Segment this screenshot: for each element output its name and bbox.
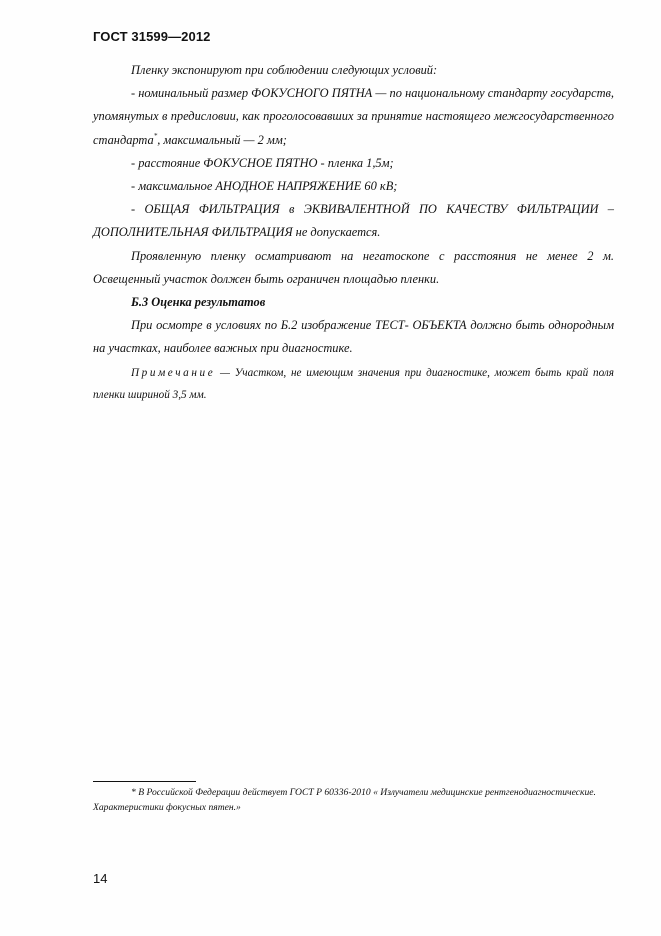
paragraph-evaluation: При осмотре в условиях по Б.2 изображение ТЕСТ- ОБЪЕКТА должно быть однородным на участках, наиболее важных при диагностике. [93,318,614,356]
paragraph-focal-spot-size [93,82,614,152]
document-body [93,59,614,406]
note [93,361,614,406]
section-heading: Б.3 Оценка результатов [131,295,266,310]
paragraph-exposure-conditions: Пленку экспонируют при соблюдении следующих условий: [131,63,438,77]
note-text: — Участком, не имеющим значения при диагностике, может быть край поля пленки шириной 3,5 мм. [93,366,614,401]
paragraph-viewing: Проявленную пленку осматривают на негатоскопе с расстояния не менее 2 м. Освещенный участок должен быть ограничен площадью пленки. [93,248,614,286]
focal-spot-text: - номинальный размер ФОКУСНОГО ПЯТНА — по национальному стандарту государств, упомянутых в предисловии, как проголосовавших за принятие настоящего межгосударственного стандарта [93,86,614,147]
footnote [93,786,614,815]
note-label: Примечание [131,366,216,379]
paragraph-distance: - расстояние ФОКУСНОЕ ПЯТНО - пленка 1,5м; [131,155,394,170]
footnote-marker: * [153,131,158,140]
paragraph-filtration: - ОБЩАЯ ФИЛЬТРАЦИЯ в ЭКВИВАЛЕНТНОЙ ПО КАЧЕСТВУ ФИЛЬТРАЦИИ – ДОПОЛНИТЕЛЬНАЯ ФИЛЬТРАЦИЯ не допускается. [93,202,614,240]
footnote-divider [93,781,196,782]
footnote-text: * В Российской Федерации действует ГОСТ Р 60336-2010 « Излучатели медицинские рентгенодиагностические. Характеристики фокусных пятен.» [93,787,596,813]
paragraph-anode-voltage: - максимальное АНОДНОЕ НАПРЯЖЕНИЕ 60 кВ; [131,179,398,194]
focal-spot-tail: , максимальный — 2 мм; [157,132,287,147]
page-number: 14 [93,871,108,886]
page-header: ГОСТ 31599—2012 [93,29,211,44]
